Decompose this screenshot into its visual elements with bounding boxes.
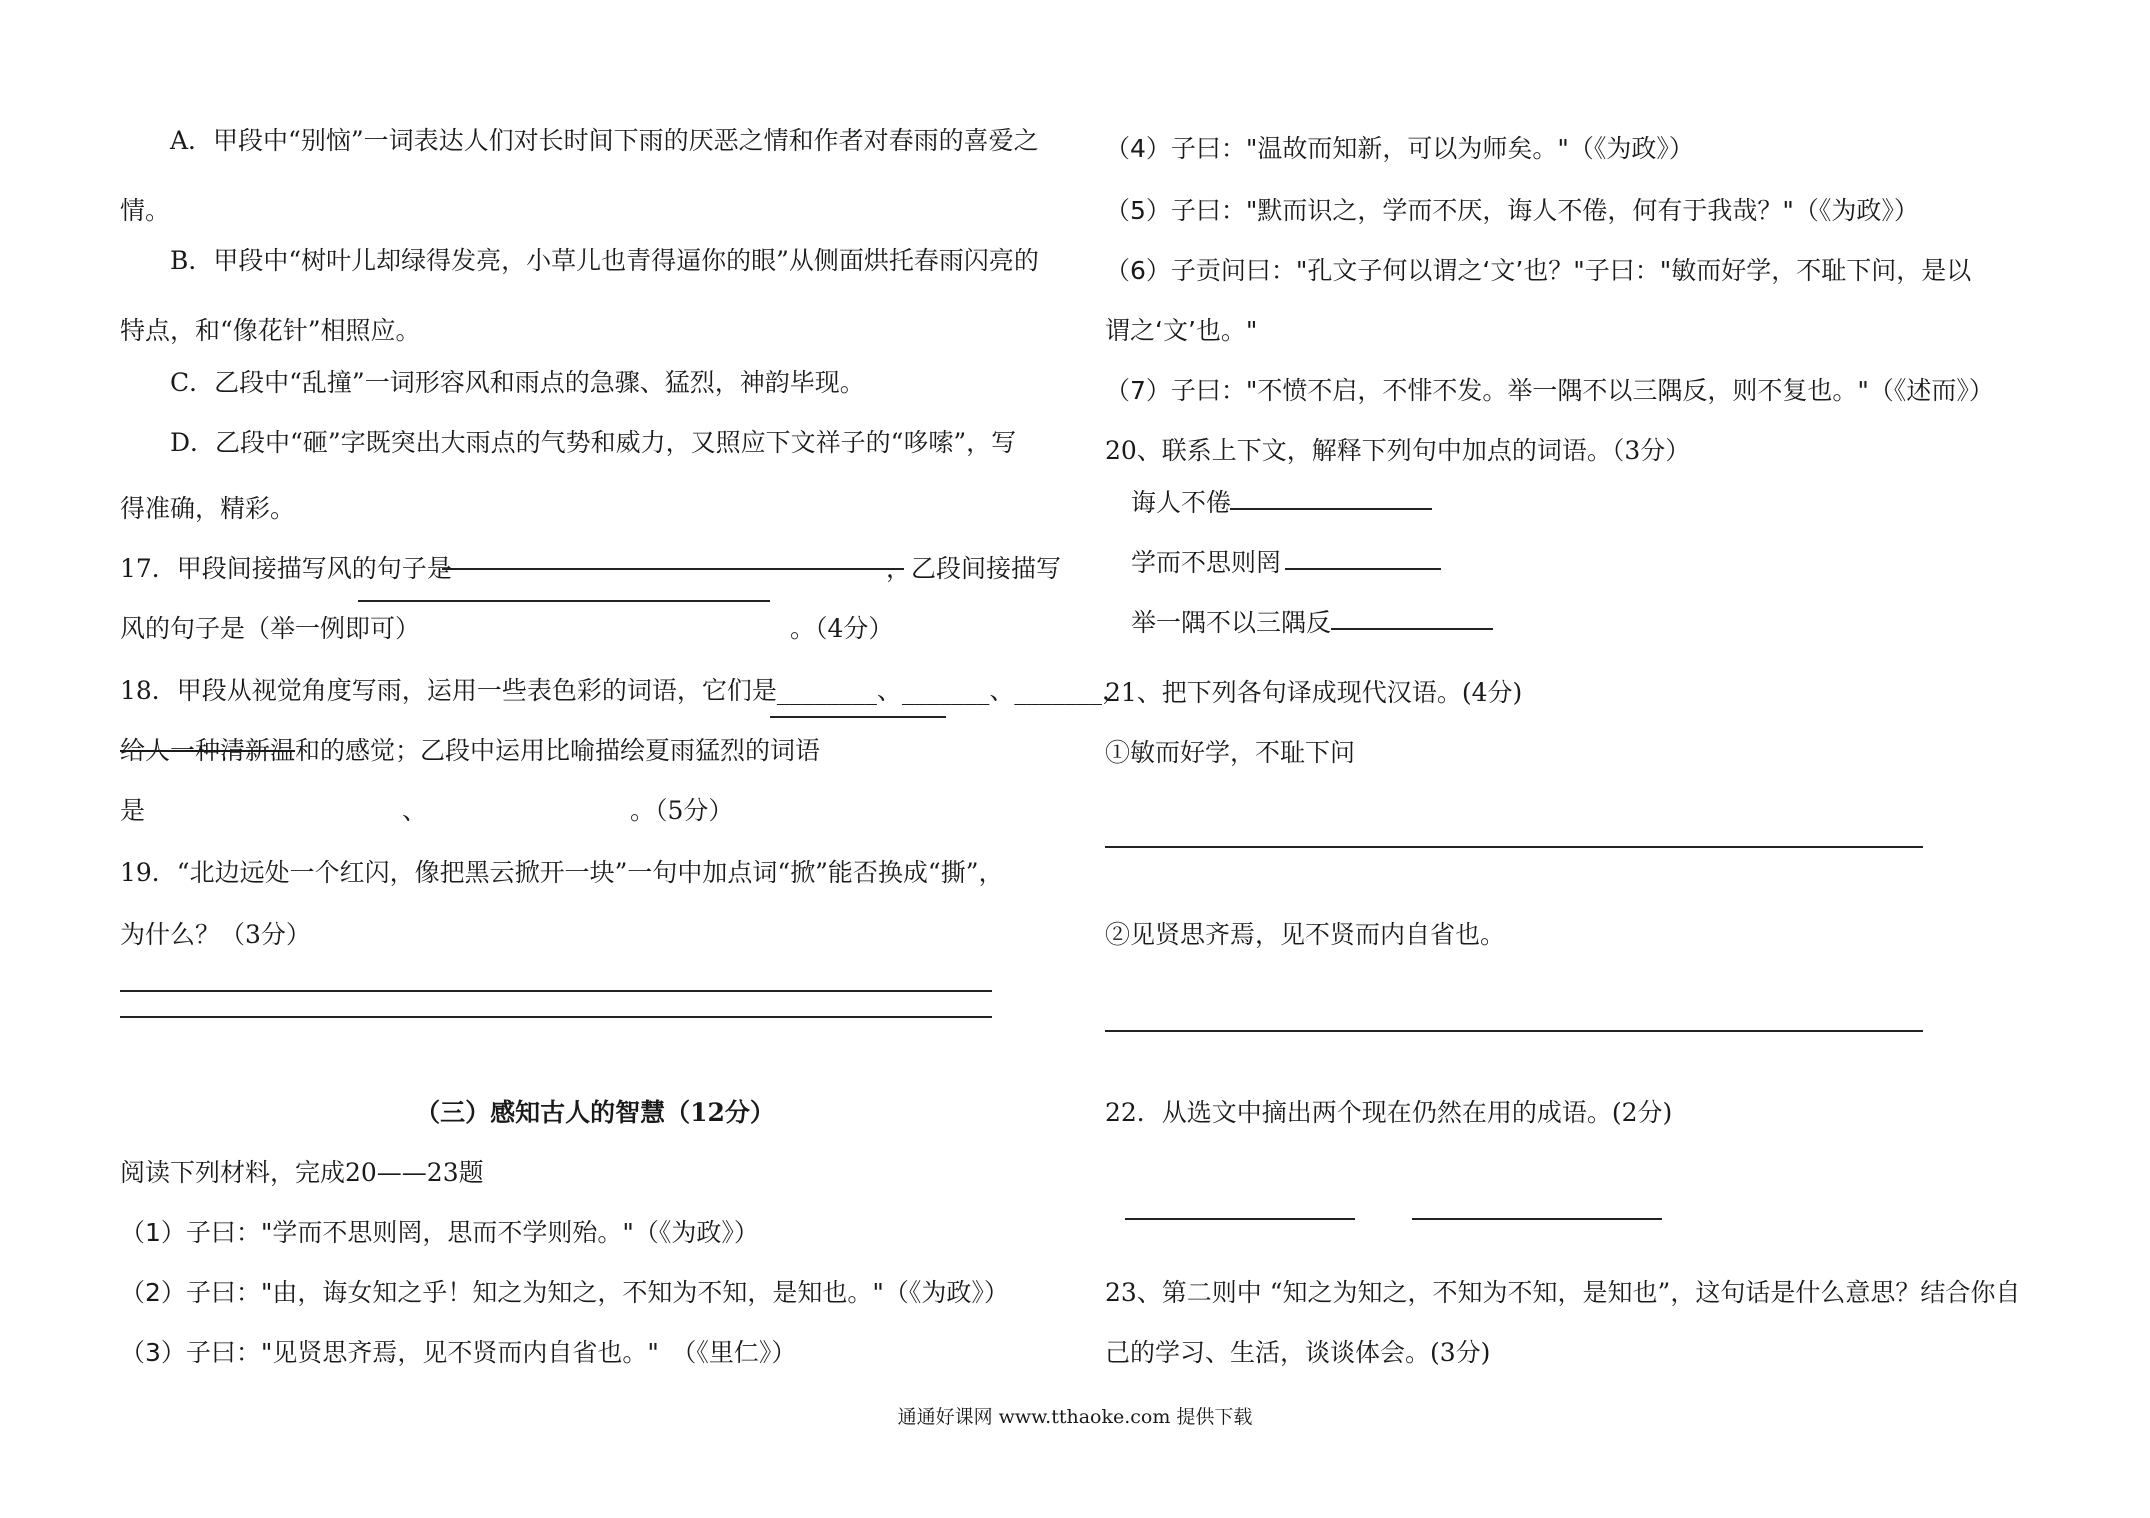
q20-phrase-3: 举一隅不以三隅反 (1131, 608, 1332, 637)
q23-text-line2: 己的学习、生活，谈谈体会。(3分) (1105, 1338, 1491, 1367)
q18-text-c1: 是 (120, 796, 146, 825)
q18-answer-line-extra[interactable] (770, 716, 946, 718)
q17-answer-line-2[interactable] (358, 600, 770, 602)
analects-item-4: （4）子曰："温故而知新，可以为师矣。"（《为政》） (1105, 134, 1694, 163)
q18-text-c2: 、 (402, 796, 428, 825)
q21-answer-line-1[interactable] (1105, 846, 1923, 848)
section-title: （三）感知古人的智慧（12分） (415, 1098, 775, 1127)
q21-text: 21、把下列各句译成现代汉语。(4分) (1105, 678, 1523, 707)
q18-text-c3: 。（5分） (630, 796, 734, 825)
option-a-line2: 情。 (120, 196, 171, 225)
q22-answer-line-2[interactable] (1412, 1218, 1662, 1220)
analects-item-1: （1）子曰："学而不思则罔，思而不学则殆。"（《为政》） (120, 1218, 759, 1247)
q18-text-b (120, 734, 820, 768)
option-b-line1: B．甲段中“树叶儿却绿得发亮，小草儿也青得逼你的眼”从侧面烘托春雨闪亮的 (170, 246, 1039, 275)
q17-text-b: ，乙段间接描写 (886, 554, 1062, 583)
q20-answer-line-1[interactable] (1230, 508, 1432, 510)
q21-answer-line-2[interactable] (1105, 1030, 1923, 1032)
q18-text-b-rest: 和的感觉；乙段中运用比喻描绘夏雨猛烈的词语 (295, 736, 821, 765)
q17-text-a: 17．甲段间接描写风的句子是 (120, 554, 452, 583)
q19-answer-line-1[interactable] (120, 990, 992, 992)
q21-sentence-2: ②见贤思齐焉，见不贤而内自省也。 (1105, 920, 1506, 949)
q20-answer-line-2[interactable] (1285, 568, 1441, 570)
analects-item-3: （3）子曰："见贤思齐焉，见不贤而内自省也。" （《里仁》） (120, 1338, 797, 1367)
q23-text-line1: 23、第二则中 “知之为知之，不知为不知，是知也”，这句话是什么意思？结合你自 (1105, 1278, 2021, 1307)
page-footer: 通通好课网 www.tthaoke.com 提供下载 (897, 1406, 1253, 1428)
q19-answer-line-2[interactable] (120, 1016, 992, 1018)
q19-text-a: 19．“北边远处一个红闪，像把黑云掀开一块”一句中加点词“掀”能否换成“撕”， (120, 858, 1004, 887)
option-b-line2: 特点，和“像花针”相照应。 (120, 316, 421, 345)
q17-text-c: 风的句子是（举一例即可） (120, 614, 421, 643)
instruction: 阅读下列材料，完成20——23题 (120, 1158, 484, 1187)
option-c: C．乙段中“乱撞”一词形容风和雨点的急骤、猛烈，神韵毕现。 (170, 368, 865, 397)
q22-text: 22．从选文中摘出两个现在仍然在用的成语。(2分) (1105, 1098, 1673, 1127)
option-d-line1: D．乙段中“砸”字既突出大雨点的气势和威力，又照应下文祥子的“哆嗦”，写 (170, 428, 1017, 457)
q20-phrase-2: 学而不思则罔 (1131, 548, 1282, 577)
q19-text-b: 为什么？（3分） (120, 920, 311, 949)
analects-item-5: （5）子曰："默而识之，学而不厌，诲人不倦，何有于我哉？"（《为政》） (1105, 196, 1919, 225)
analects-item-6-line2: 谓之‘文’也。" (1105, 316, 1258, 345)
q20-phrase-1: 诲人不倦 (1131, 488, 1232, 517)
q18-struck-text: 给人一种清新温 (120, 736, 296, 765)
q18-text-a: 18．甲段从视觉角度写雨，运用一些表色彩的词语，它们是________、_______、_______， (120, 676, 1127, 705)
q20-text: 20、联系上下文，解释下列句中加点的词语。（3分） (1105, 436, 1691, 465)
option-d-line2: 得准确，精彩。 (120, 494, 296, 523)
q17-answer-line-1[interactable] (442, 568, 904, 570)
q21-sentence-1: ①敏而好学，不耻下问 (1105, 738, 1356, 767)
q22-answer-line-1[interactable] (1125, 1218, 1355, 1220)
option-a-line1: A．甲段中“别恼”一词表达人们对长时间下雨的厌恶之情和作者对春雨的喜爱之 (170, 126, 1039, 155)
q17-text-d: 。（4分） (790, 614, 894, 643)
analects-item-6-line1: （6）子贡问曰："孔文子何以谓之‘文’也？"子曰："敏而好学，不耻下问，是以 (1105, 256, 1972, 285)
analects-item-7: （7）子曰："不愤不启，不悱不发。举一隅不以三隅反，则不复也。"（《述而》） (1105, 376, 1994, 405)
q20-answer-line-3[interactable] (1331, 628, 1493, 630)
analects-item-2: （2）子曰："由，诲女知之乎！知之为知之，不知为不知，是知也。"（《为政》） (120, 1278, 1009, 1307)
